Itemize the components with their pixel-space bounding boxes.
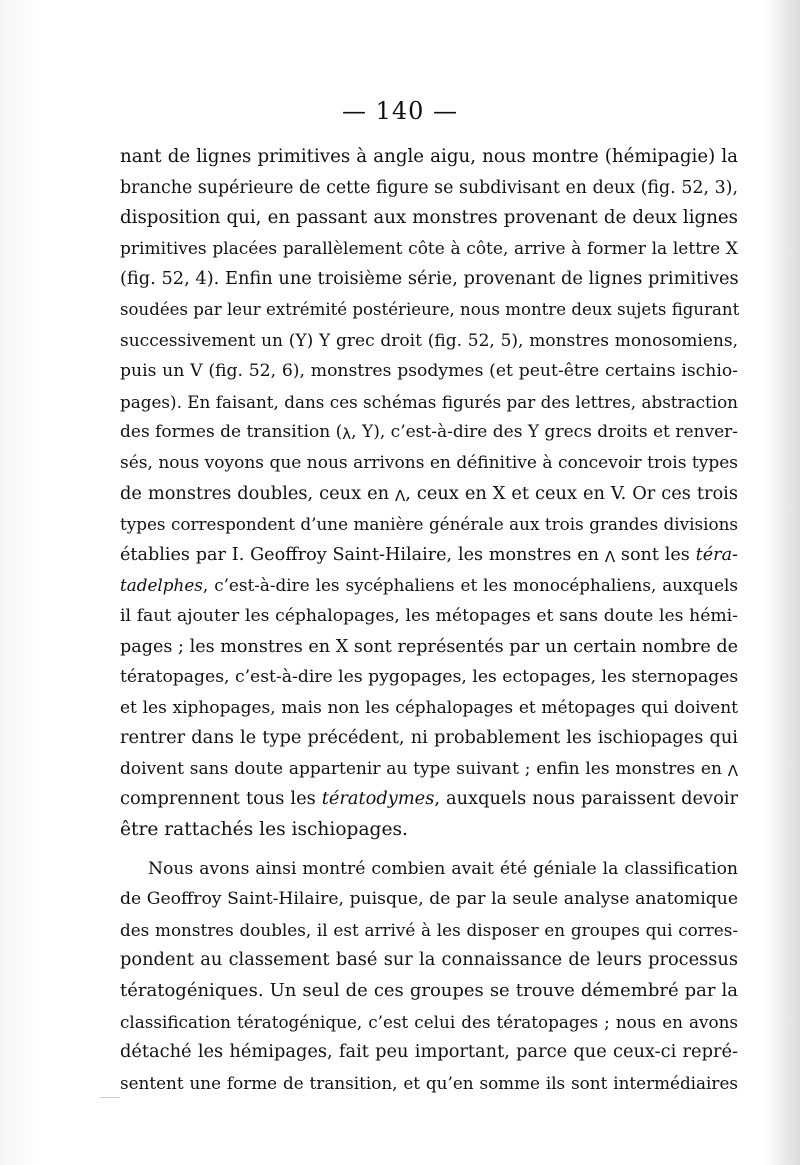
text-segment: , c’est-à-dire les sycéphaliens et les monocéphaliens, auxquels <box>202 575 738 596</box>
text-line <box>120 540 738 571</box>
text-segment: , Y), c’est-à-dire des Y grecs droits et renver- <box>351 422 738 443</box>
text-line: (fig. 52, 4). Enfin une troisième série, provenant de lignes primitives <box>120 268 739 290</box>
text-line <box>120 479 738 510</box>
text-line: rentrer dans le type précédent, ni probablement les ischiopages qui <box>120 727 738 749</box>
text-line: types correspondent d’une manière générale aux trois grandes divisions <box>120 514 738 535</box>
text-line: soudées par leur extrémité postérieure, nous montre deux sujets figurant <box>120 299 740 319</box>
greek-letter: Λ <box>727 761 738 780</box>
text-line: sés, nous voyons que nous arrivons en définitive à concevoir trois types <box>120 452 738 473</box>
text-segment: sont les <box>615 544 696 565</box>
text-line: détaché les hémipages, fait peu important, parce que ceux-ci repré- <box>120 1041 738 1063</box>
text-line: nant de lignes primitives à angle aigu, nous montre (hémipagie) la <box>120 146 738 167</box>
text-line: classification tératogénique, c’est celui des tératopages ; nous en avons <box>120 1011 738 1032</box>
greek-letter: λ <box>342 425 352 444</box>
text-line: Nous avons ainsi montré combien avait été géniale la classification <box>148 858 738 879</box>
body-text <box>120 142 738 1098</box>
paragraph-2 <box>120 854 738 1099</box>
text-segment: , auxquels nous paraissent devoir <box>434 788 738 810</box>
text-line: et les xiphopages, mais non les céphalopages et métopages qui doivent <box>120 697 738 718</box>
text-line: être rattachés les ischiopages. <box>120 819 408 841</box>
greek-letter: Λ <box>604 547 616 566</box>
text-line: primitives placées parallèlement côte à côte, arrive à former la lettre X <box>120 238 738 259</box>
text-segment: des formes de transition ( <box>120 422 343 443</box>
text-line <box>120 754 738 785</box>
italic-term: téra- <box>695 544 738 565</box>
text-segment: doivent sans doute appartenir au type suivant ; enfin les monstres en <box>120 758 728 779</box>
text-line: sentent une forme de transition, et qu’en somme ils sont intermédiaires <box>120 1072 738 1093</box>
margin-mark <box>100 1097 120 1098</box>
text-segment: de monstres doubles, ceux en <box>120 482 396 504</box>
text-line: de Geoffroy Saint-Hilaire, puisque, de par la seule analyse anatomique <box>120 889 738 910</box>
paragraph-1 <box>120 142 738 846</box>
text-segment: comprennent tous les <box>120 788 322 810</box>
text-line: branche supérieure de cette figure se subdivisant en deux (fig. 52, 3), <box>120 177 738 198</box>
text-line: puis un V (fig. 52, 6), monstres psodymes (et peut-être certains ischio- <box>120 361 738 382</box>
text-line: tératopages, c’est-à-dire les pygopages, les ectopages, les sternopages <box>120 667 739 688</box>
text-line: tératogéniques. Un seul de ces groupes se trouve démembré par la <box>120 980 738 1002</box>
italic-term: tadelphes <box>120 575 203 596</box>
italic-term: tératodymes <box>321 788 435 810</box>
text-line: des monstres doubles, il est arrivé à les disposer en groupes qui corres- <box>120 919 738 940</box>
text-segment: établies par I. Geoffroy Saint-Hilaire, les monstres en <box>120 544 605 565</box>
page-number: — 140 — <box>341 97 459 125</box>
text-line: successivement un (Y) Y grec droit (fig. 52, 5), monstres monosomiens, <box>120 330 738 351</box>
text-line <box>120 784 738 815</box>
text-segment: , ceux en X et ceux en V. Or ces trois <box>405 482 738 504</box>
text-line: pages ; les monstres en X sont représentés par un certain nombre de <box>120 636 738 657</box>
text-line: pages). En faisant, dans ces schémas figurés par des lettres, abstraction <box>120 391 738 412</box>
text-line <box>120 570 738 601</box>
text-line: il faut ajouter les céphalopages, les métopages et sans doute les hémi- <box>120 605 738 626</box>
text-line: disposition qui, en passant aux monstres provenant de deux lignes <box>120 207 738 229</box>
text-line <box>120 417 738 448</box>
text-line: pondent au classement basé sur la connaissance de leurs processus <box>120 949 738 971</box>
greek-letter: Λ <box>395 486 406 505</box>
